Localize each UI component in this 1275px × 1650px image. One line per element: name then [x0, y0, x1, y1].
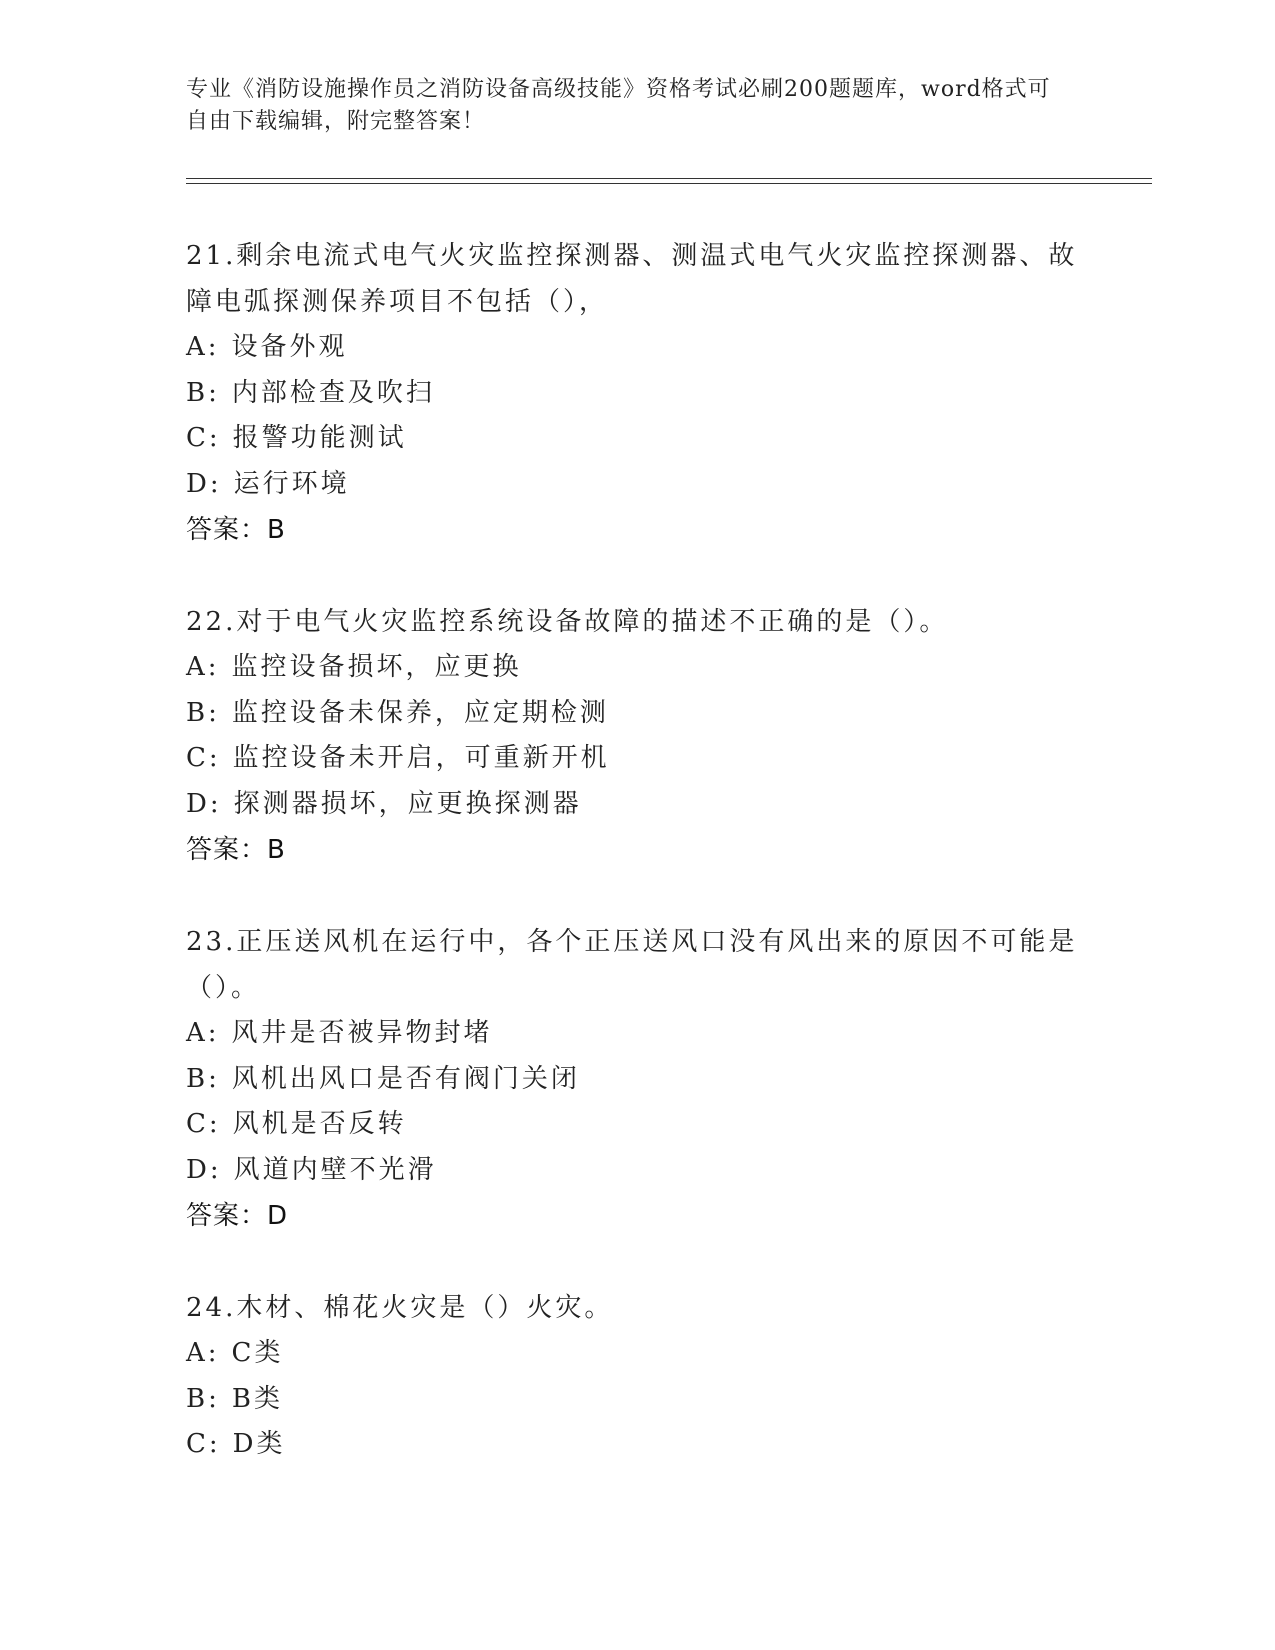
option-b [186, 1057, 1086, 1103]
option-text: C类 [231, 1338, 284, 1368]
option-key: B: [186, 1063, 220, 1094]
question-stem: 22.对于电气火灾监控系统设备故障的描述不正确的是（）。 [186, 607, 949, 637]
option-d [186, 1148, 1086, 1194]
option-text: 内部检查及吹扫 [231, 377, 435, 408]
option-key: B: [186, 377, 220, 408]
header-divider-bottom [186, 183, 1152, 184]
question-stem: 24.木材、棉花火灾是（）火灾。 [186, 1293, 614, 1323]
option-a [186, 1011, 1086, 1057]
option-text: 监控设备损坏，应更换 [231, 652, 522, 682]
question-21 [186, 233, 1086, 553]
option-key: B: [186, 1383, 220, 1414]
question-stem: 21.剩余电流式电气火灾监控探测器、测温式电气火灾监控探测器、故障电弧探测保养项目不包括（）， [186, 241, 1078, 317]
option-text: 报警功能测试 [232, 423, 407, 453]
option-a [186, 325, 1086, 371]
answer-line [186, 827, 1086, 873]
option-key: D: [186, 788, 222, 819]
answer-label: 答案： [186, 835, 268, 865]
option-a [186, 645, 1086, 691]
answer-label: 答案： [186, 515, 268, 545]
option-text: 风井是否被异物封堵 [231, 1018, 493, 1048]
answer-value: B [267, 835, 286, 865]
option-text: 监控设备未保养，应定期检测 [231, 697, 609, 728]
answer-label: 答案： [186, 1201, 268, 1231]
question-22 [186, 599, 1086, 873]
answer-value: B [267, 515, 286, 545]
option-key: C: [186, 1429, 221, 1459]
document-header [186, 74, 1066, 138]
option-text: 风道内壁不光滑 [233, 1154, 437, 1185]
option-key: A: [186, 332, 220, 362]
option-key: A: [186, 1338, 220, 1368]
option-text: 探测器损坏，应更换探测器 [233, 788, 582, 819]
option-text: D类 [232, 1429, 286, 1459]
option-key: C: [186, 743, 221, 773]
question-stem: 23.正压送风机在运行中，各个正压送风口没有风出来的原因不可能是（）。 [186, 927, 1078, 1003]
question-23 [186, 919, 1086, 1239]
option-c [186, 1102, 1086, 1148]
option-text: 风机是否反转 [232, 1109, 407, 1139]
option-key: D: [186, 468, 222, 499]
option-c [186, 736, 1086, 782]
option-b [186, 371, 1086, 417]
option-key: B: [186, 697, 220, 728]
option-b [186, 1377, 1086, 1423]
option-b [186, 691, 1086, 737]
option-key: C: [186, 1109, 221, 1139]
header-divider-top [186, 178, 1152, 179]
option-text: 监控设备未开启，可重新开机 [232, 743, 610, 773]
option-key: C: [186, 423, 221, 453]
option-c [186, 416, 1086, 462]
option-text: B类 [231, 1383, 283, 1414]
answer-line [186, 507, 1086, 553]
answer-line [186, 1193, 1086, 1239]
option-d [186, 462, 1086, 508]
option-key: A: [186, 1018, 220, 1048]
option-text: 设备外观 [231, 332, 348, 362]
question-24 [186, 1285, 1086, 1468]
option-c [186, 1422, 1086, 1468]
option-key: D: [186, 1154, 222, 1185]
option-text: 运行环境 [233, 468, 350, 499]
answer-value: D [267, 1201, 289, 1231]
option-key: A: [186, 652, 220, 682]
option-a [186, 1331, 1086, 1377]
option-text: 风机出风口是否有阀门关闭 [231, 1063, 580, 1094]
question-list [186, 233, 1086, 1514]
option-d [186, 782, 1086, 828]
header-text: 专业《消防设施操作员之消防设备高级技能》资格考试必刷200题题库，word格式可自由下载编辑，附完整答案！ [186, 77, 1051, 134]
